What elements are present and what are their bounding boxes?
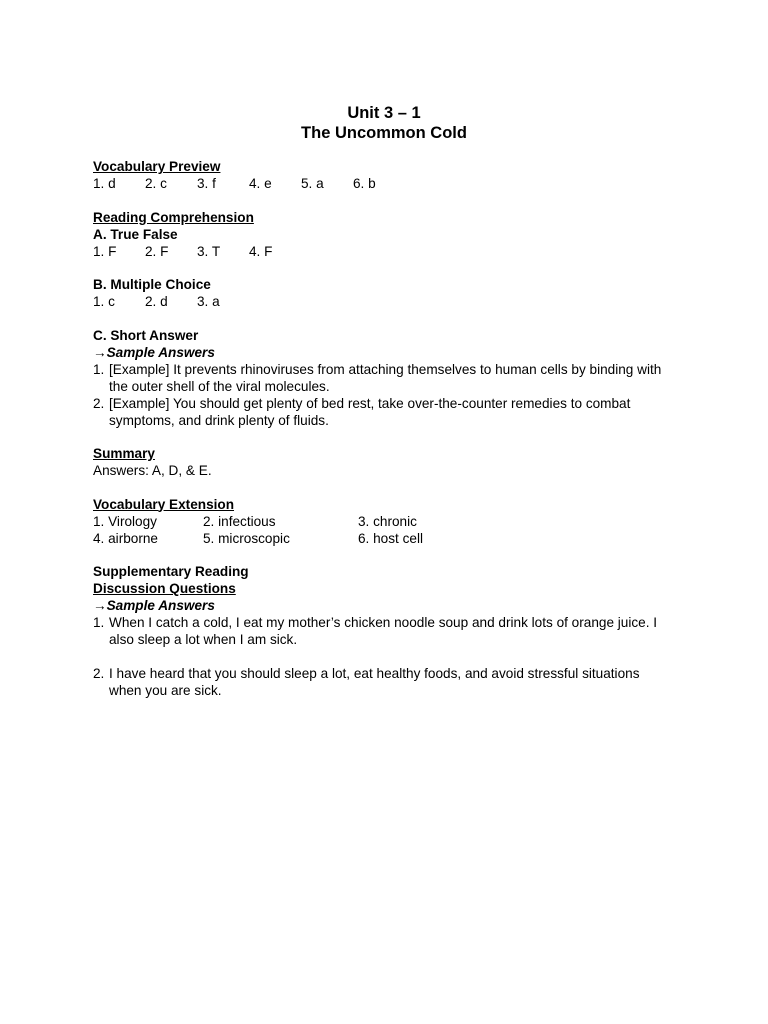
true-false-heading: A. True False [93, 226, 178, 242]
answer: 3. chronic [358, 513, 417, 529]
list-item [93, 361, 673, 395]
item-number: 2. [93, 395, 105, 411]
answer: 4. F [249, 243, 273, 259]
answer: 2. c [145, 176, 167, 191]
answer: 6. host cell [358, 530, 423, 546]
answer: 6. b [353, 176, 376, 191]
list-item [93, 665, 673, 699]
sample-answers-label: →Sample Answers [93, 598, 215, 613]
vocabulary-extension-row [93, 530, 673, 547]
answer: 5. a [301, 176, 324, 191]
answer: 1. F [93, 243, 117, 259]
vocabulary-preview-answers [93, 175, 673, 192]
list-item [93, 614, 673, 648]
item-text: [Example] You should get plenty of bed rest, take over-the-counter remedies to combat symptoms, and drink plenty of fluids. [109, 395, 631, 428]
list-item [93, 395, 673, 429]
sample-answers-label: →Sample Answers [93, 344, 215, 360]
answer: 4. airborne [93, 530, 158, 546]
answer: 4. e [249, 176, 272, 191]
unit-title: Unit 3 – 1 [347, 104, 421, 122]
summary-answers: Answers: A, D, & E. [93, 463, 212, 478]
answer: 1. Virology [93, 513, 157, 529]
answer: 3. a [197, 294, 220, 309]
answer: 3. f [197, 176, 216, 191]
title-block [0, 103, 768, 143]
answer: 2. infectious [203, 513, 276, 529]
reading-comprehension-heading: Reading Comprehension [93, 209, 254, 225]
item-number: 1. [93, 615, 105, 630]
item-text: I have heard that you should sleep a lot, eat healthy foods, and avoid stressful situations when you are sick. [109, 665, 640, 698]
short-answer-heading: C. Short Answer [93, 327, 199, 343]
multiple-choice-heading: B. Multiple Choice [93, 277, 211, 292]
vocabulary-preview-heading: Vocabulary Preview [93, 159, 221, 174]
vocabulary-extension-row [93, 513, 673, 530]
item-text: When I catch a cold, I eat my mother’s chicken noodle soup and drink lots of orange juice. I also sleep a lot when I am sick. [109, 615, 658, 647]
lesson-title: The Uncommon Cold [301, 124, 467, 142]
summary-heading: Summary [93, 446, 155, 461]
supplementary-reading-heading: Supplementary Reading [93, 564, 249, 579]
item-number: 2. [93, 665, 105, 681]
discussion-questions-heading: Discussion Questions [93, 581, 236, 596]
answer: 1. c [93, 294, 115, 309]
true-false-answers [93, 243, 673, 260]
answer: 3. T [197, 243, 221, 259]
item-number: 1. [93, 361, 105, 377]
answer: 2. F [145, 243, 169, 259]
answer: 5. microscopic [203, 530, 290, 546]
answer-key [93, 158, 673, 699]
answer: 2. d [145, 294, 168, 309]
answer: 1. d [93, 176, 116, 191]
item-text: [Example] It prevents rhinoviruses from attaching themselves to human cells by binding with the outer shell of the viral molecules. [109, 361, 662, 394]
multiple-choice-answers [93, 293, 673, 310]
vocabulary-extension-heading: Vocabulary Extension [93, 496, 235, 512]
